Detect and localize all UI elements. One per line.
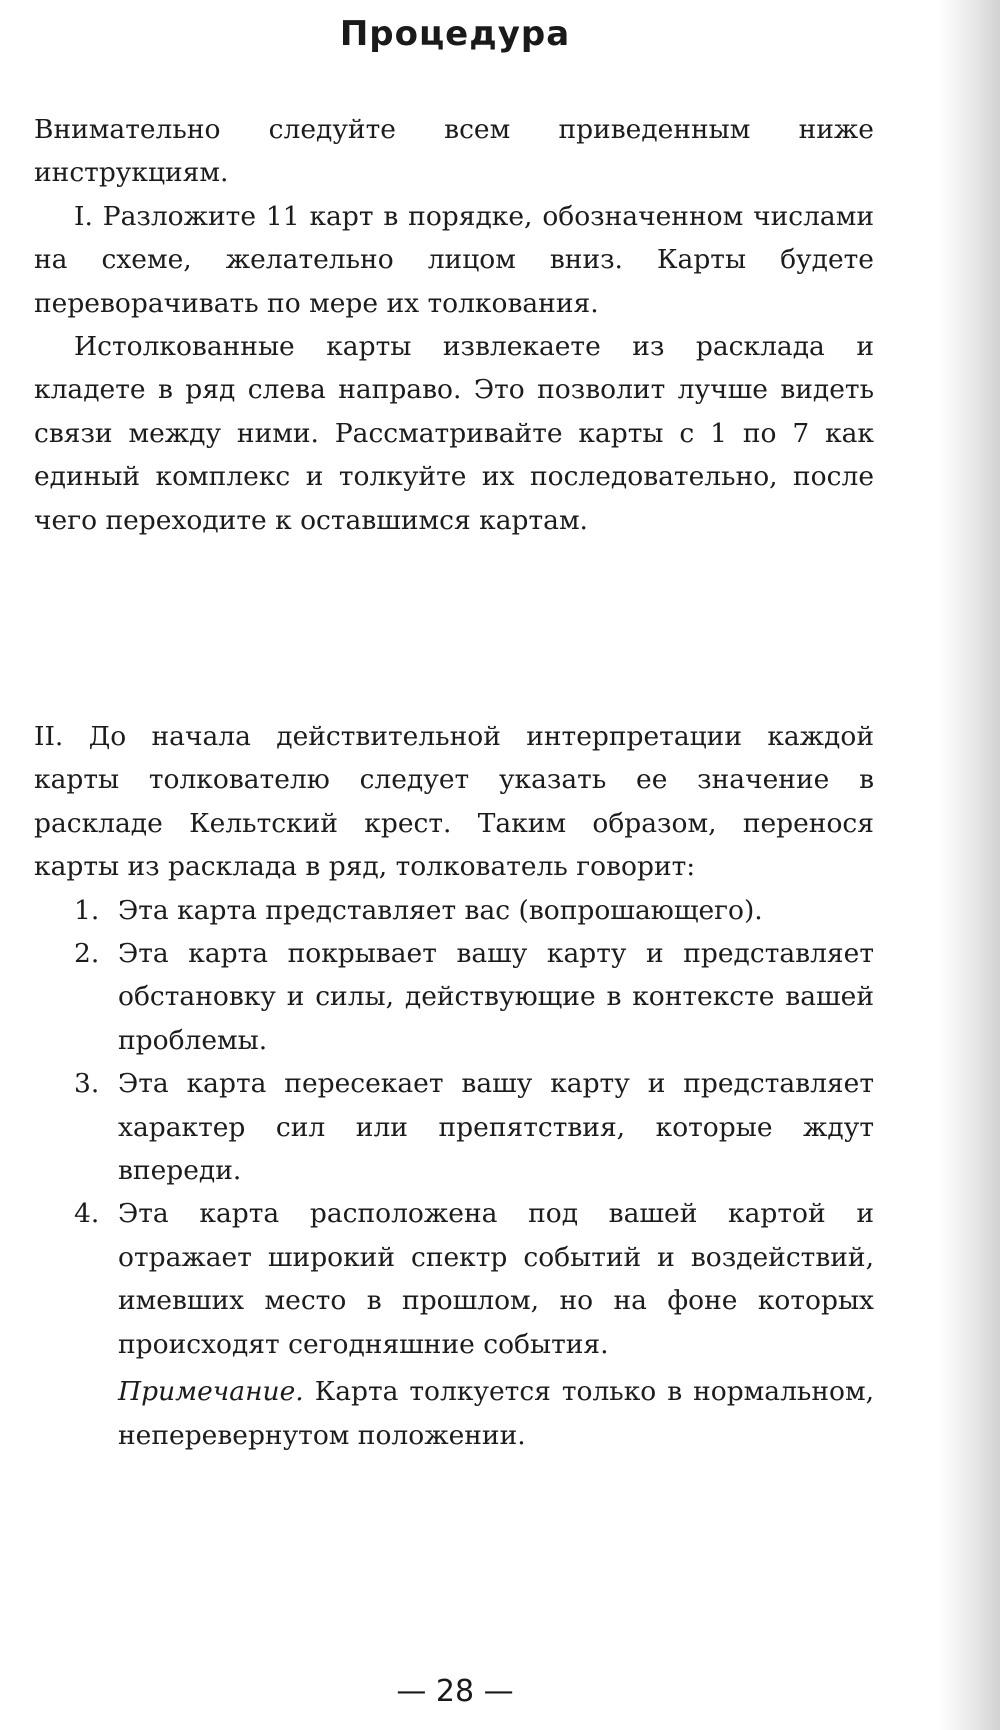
page-title: Процедура — [339, 14, 571, 54]
paragraph-step-2: II. До начала действительной интерпретации каждой карты толкователю следует указать ее значение в раскладе Кельтский крест. Таким образом, перенося карты из расклада в ряд, толкователь говорит: — [34, 721, 874, 883]
list-item-number: 1. — [74, 894, 100, 926]
list-item-text: Эта карта пересекает вашу карту и представляет характер сил или препятствия, которые ждут впереди. — [118, 1068, 874, 1187]
list-item-text: Эта карта представляет вас (вопрошающего). — [118, 894, 763, 926]
note-paragraph — [34, 1370, 874, 1457]
list-item — [34, 1062, 874, 1192]
list-item — [34, 1192, 874, 1366]
paragraph-step-1: I. Разложите 11 карт в порядке, обозначенном числами на схеме, желательно лицом вниз. Карты будете переворачивать по мере их толкования. — [34, 200, 874, 319]
list-item — [34, 932, 874, 1062]
list-item-text: Эта карта покрывает вашу карту и представляет обстановку и силы, действующие в контексте вашей проблемы. — [118, 938, 874, 1056]
step-2-section — [34, 715, 874, 1457]
note-text: Карта толкуется только в нормальном, неперевернутом положении. — [118, 1376, 874, 1451]
paragraph-interpreted-cards: Истолкованные карты извлекаете из расклада и кладете в ряд слева направо. Это позволит лучше видеть связи между ними. Рассматривайте карты с 1 по 7 как единый комплекс и толкуйте их последовательно, после чего переходите к оставшимся картам. — [34, 331, 874, 536]
note-label: Примечание. — [118, 1376, 304, 1408]
card-meaning-list — [34, 889, 874, 1366]
paragraph-intro: Внимательно следуйте всем приведенным ниже инструкциям. — [34, 114, 874, 189]
list-item-text: Эта карта расположена под вашей картой и отражает широкий спектр событий и воздействий, имевших место в прошлом, но на фоне которых происходят сегодняшние события. — [118, 1198, 874, 1360]
intro-section — [34, 108, 874, 542]
list-item — [34, 889, 874, 932]
list-item-number: 4. — [74, 1198, 100, 1230]
list-item-number: 2. — [74, 938, 100, 970]
list-item-number: 3. — [74, 1068, 100, 1100]
page-number: — 28 — — [396, 1674, 514, 1709]
